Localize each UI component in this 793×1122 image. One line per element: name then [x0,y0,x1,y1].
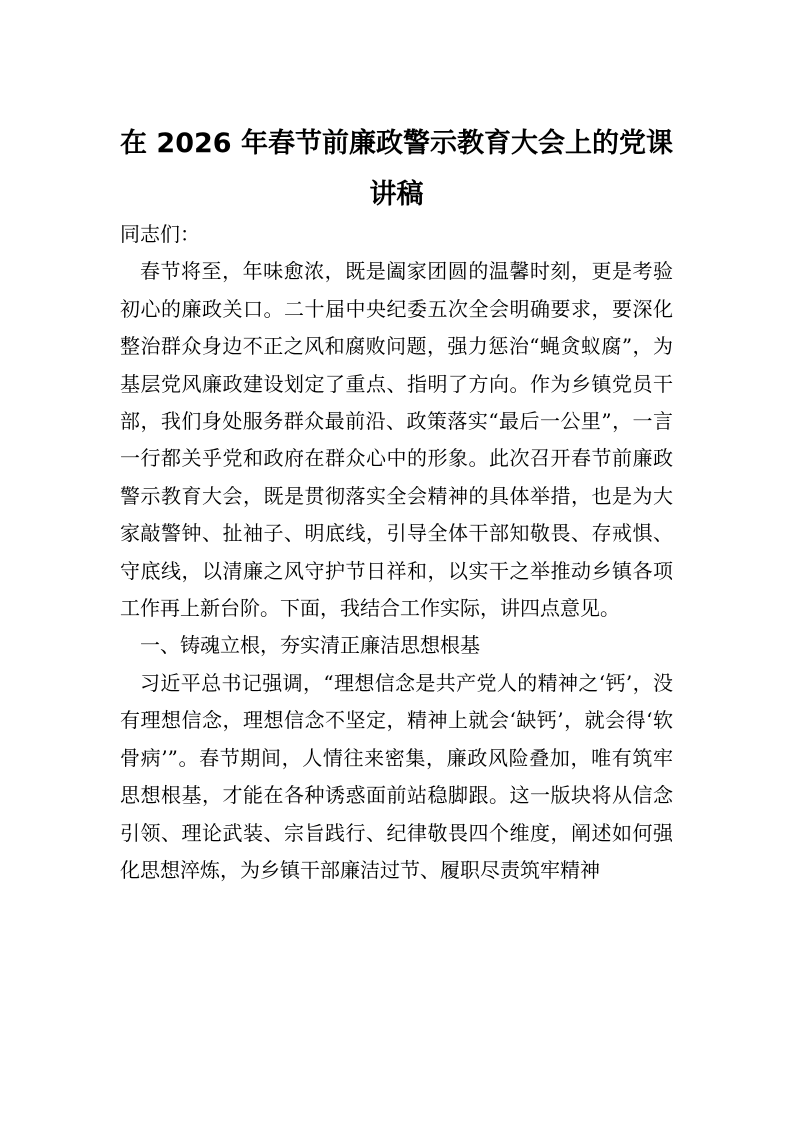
document-title: 在 2026 年春节前廉政警示教育大会上的党课讲稿 [120,128,673,210]
document-body [120,216,673,889]
section-heading: 一、铸魂立根，夯实清正廉洁思想根基 [140,633,480,658]
salutation: 同志们： [120,222,200,246]
section-paragraph: 习近平总书记强调，“理想信念是共产党人的精神之‘钙’，没有理想信念，理想信念不坚定，精神上就会‘缺钙’，就会得‘软骨病’”。春节期间，人情往来密集，廉政风险叠加，唯有筑牢思想根基，才能在各种诱惑面前站稳脚跟。这一版块将从信念引领、理论武装、宗旨践行、纪律敬畏四个维度，阐述如何强化思想淬炼，为乡镇干部廉洁过节、履职尽责筑牢精神 [120,670,673,882]
intro-paragraph: 春节将至，年味愈浓，既是阖家团圆的温馨时刻，更是考验初心的廉政关口。二十届中央纪委五次全会明确要求，要深化整治群众身边不正之风和腐败问题，强力惩治“蝇贪蚁腐”，为基层党风廉政建设划定了重点、指明了方向。作为乡镇党员干部，我们身处服务群众最前沿、政策落实“最后一公里”，一言一行都关乎党和政府在群众心中的形象。此次召开春节前廉政警示教育大会，既是贯彻落实全会精神的具体举措，也是为大家敲警钟、扯袖子、明底线，引导全体干部知敬畏、存戒惧、守底线，以清廉之风守护节日祥和，以实干之举推动乡镇各项工作再上新台阶。下面，我结合工作实际，讲四点意见。 [120,259,673,621]
